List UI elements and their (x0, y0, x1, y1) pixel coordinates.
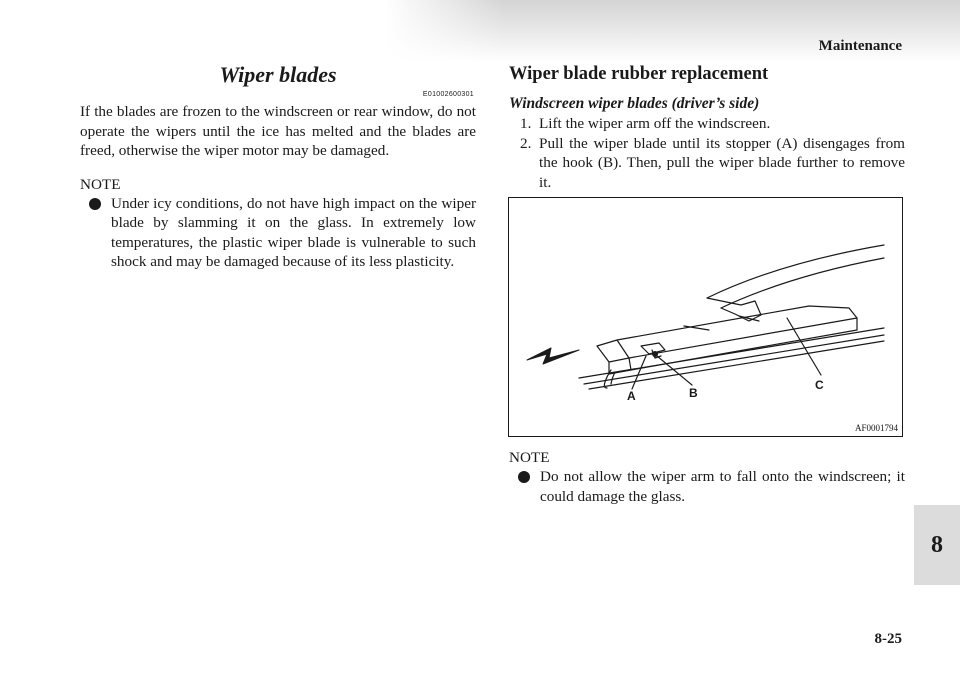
figure-label-b: B (689, 386, 698, 400)
note-heading: NOTE (80, 175, 121, 193)
chapter-number: 8 (931, 531, 943, 558)
steps-list (509, 114, 905, 192)
step-item (509, 114, 905, 134)
page-title: Wiper blades (219, 62, 337, 87)
title-code: E01002600301 (422, 91, 474, 98)
sub-heading: Windscreen wiper blades (driver’s side) (509, 95, 760, 112)
wiper-blade-figure (508, 197, 903, 437)
figure-label-a: A (627, 389, 636, 403)
page-number: 8-25 (874, 631, 902, 647)
figure-code: AF0001794 (854, 423, 898, 433)
note-text: Do not allow the wiper arm to fall onto the windscreen; it could damage the glass. (540, 468, 905, 505)
right-column (509, 62, 905, 192)
section-title: Maintenance (818, 38, 902, 54)
note-item (509, 467, 905, 506)
step-text: Lift the wiper arm off the windscreen. (539, 115, 771, 132)
step-text: Pull the wiper blade until its stopper (A) disengages from the hook (B). Then, pull the wiper blade further to remove it. (539, 134, 905, 191)
step-number: 2. (520, 134, 532, 152)
bullet-icon (89, 198, 101, 210)
note-heading: NOTE (509, 449, 550, 466)
bullet-icon (518, 471, 530, 483)
figure-label-c: C (815, 378, 824, 392)
left-column (80, 62, 476, 272)
chapter-tab (914, 505, 960, 585)
step-number: 1. (520, 115, 532, 132)
intro-paragraph: If the blades are frozen to the windscreen or rear window, do not operate the wipers until the ice has melted and the blades are freed, otherwise the wiper motor may be damaged. (80, 103, 476, 159)
note-text: Under icy conditions, do not have high impact on the wiper blade by slamming it on the glass. In extremely low temperatures, the plastic wiper blade is vulnerable to such shock and may be damaged because of its less plasticity. (111, 194, 476, 270)
wiper-blade-illustration (509, 198, 904, 438)
figure-note (509, 448, 905, 506)
note-item (80, 194, 476, 272)
title-row (80, 62, 476, 102)
section-heading: Wiper blade rubber replacement (509, 64, 769, 84)
step-item (509, 134, 905, 193)
